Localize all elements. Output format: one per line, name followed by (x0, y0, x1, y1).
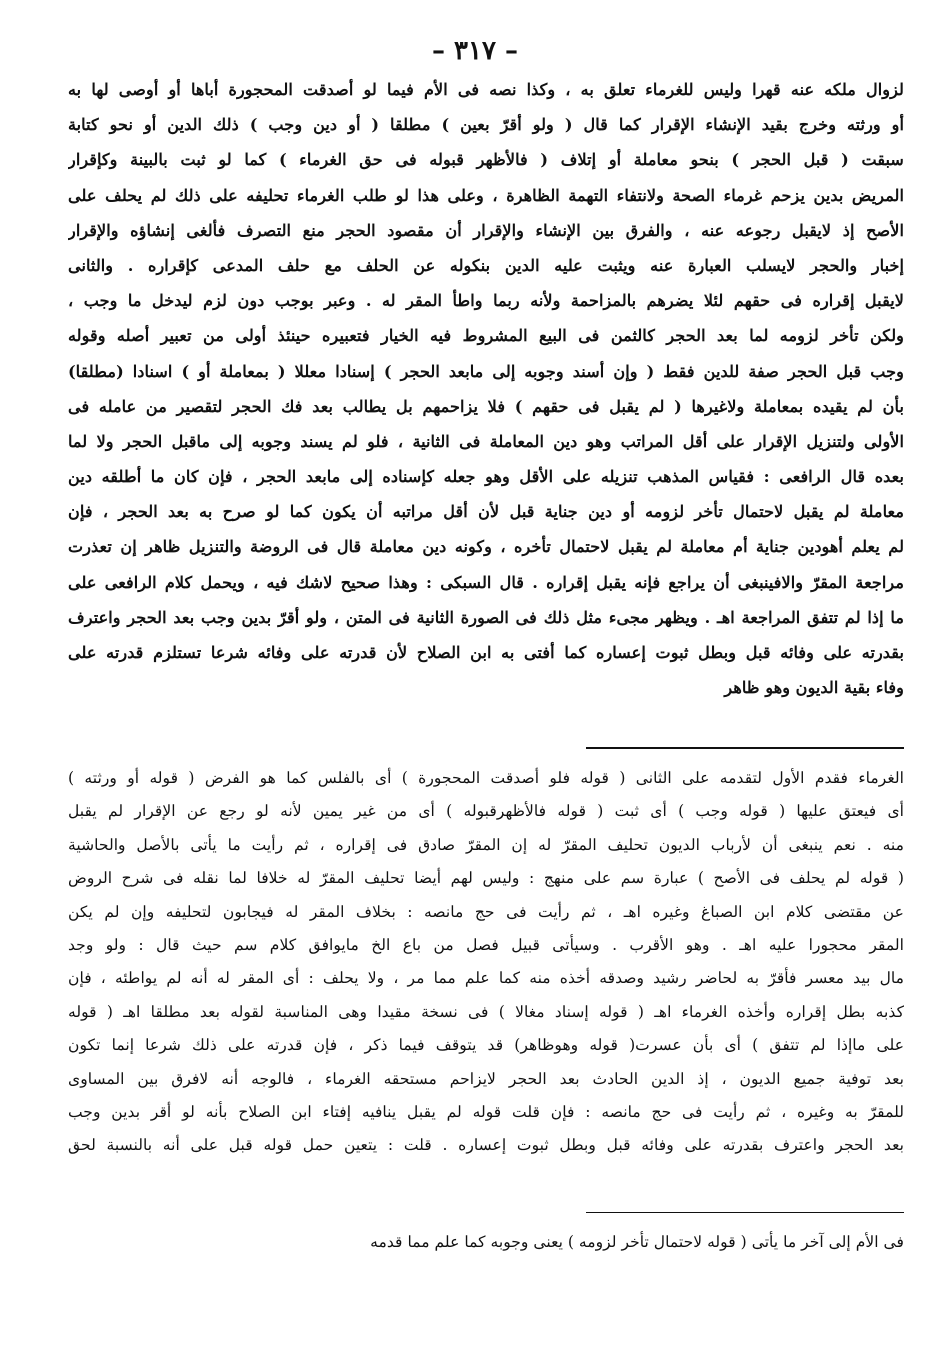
main-text-line: إخبار والحجر لايسلب العبارة عنه ويثبت عليه الدين بنكوله عن الحلف مع حلف المدعى كإقراره . والثانى (68, 255, 904, 275)
end-note-line: فى الأم إلى آخر ما يأتى ( قوله لاحتمال تأخر لزومه ) يعنى وجوبه كما علم مما قدمه (370, 1233, 904, 1251)
main-text-line: بأن لم يقيده بمعاملة ولاغيرها ( لم يقبل فى حقهم ) فلا يزاحمهم بل يطالب بعد فك الحجر لتقصير من عامله فى (68, 396, 904, 416)
main-text-line: وجب قبل الحجر صفة للدين فقط ( وإن أسند وجوبه إلى مابعد الحجر ) إسنادا معللا ( بمعاملة أو ) اسنادا (مطلقا) (68, 361, 904, 381)
main-text-line: بقدرته على وفائه قبل وبطل ثبوت إعساره كما أفتى به ابن الصلاح لأن قدرته على وفائه شرعا تستلزم قدرته على (68, 643, 904, 662)
footnote-line: بعد الحجر واعترف بقدرته على وفائه قبل وبطل ثبوت إعساره . قلت : يتعين حمل قوله قبل على أنه بالنسبة لحق (68, 1136, 904, 1155)
main-text-line: الأصح إذ لايقبل رجوعه عنه ، والفرق بين الإنشاء والإقرار أن مقصود الحجر منع التصرف فألغى إنشاؤه والإقرار (68, 220, 904, 240)
main-text-line: لم يعلم أهودين جناية أم معاملة لم يقبل لاحتمال تأخره ، وكونه دين معاملة قال فى الروضة والتنزيل ظاهر إن تعذرت (68, 537, 904, 557)
footnote-line: بعد توفية جميع الديون ، إذ الدين الحادث بعد الحجر لايزاحم مستحقه الغرماء ، فالوجه أنه لافرق بين المساوى (68, 1069, 904, 1088)
main-text-line: المريض بدين يزحم غرماء الصحة ولانتفاء التهمة الظاهرة ، وعلى هذا لو طلب الغرماء تحليفه على ذلك لم يحلف على (68, 185, 904, 205)
main-text-line: الأولى ولتنزيل الإقرار على أقل المراتب وهو دين المعاملة فى الثانية ، فلو لم يسند وجوبه إلى ماقبل الحجر ولا لما (68, 431, 904, 451)
page-number: – ٣١٧ – (431, 36, 519, 66)
footnote-line: على ماإذا لم تتفق ) أى بأن عسرت( قوله وهوظاهر) قد يتوقف فيما ذكر ، فإن قدرته على ذلك شرعا إنما تكون (68, 1036, 904, 1055)
footnote-divider (586, 747, 904, 749)
main-text-line: معاملة لم يقبل لاحتمال تأخر لزومه أو دين جناية قبل لأن أقل مراتبه أن يكون كما لو صرح به بعد الحجر ، فإن (68, 502, 904, 522)
main-text-line: لزوال ملكه عنه قهرا وليس للغرماء تعلق به ، وكذا نصه فى الأم فيما لو أصدقت المحجورة أباها أو أوصى لها به (68, 80, 904, 99)
footnote-line: الغرماء فقدم الأول لتقدمه على الثانى ( قوله فلو أصدقت المحجورة ) أى بالفلس كما هو الفرض ( قوله أو ورثته ) (68, 769, 904, 787)
main-text-line: ولكن تأخر لزومه لما بعد الحجر كالثمن فى البيع المشروط فيه الخيار فتعبيره حينئذ أولى من تعبير أصله وقوله (68, 326, 904, 346)
main-text-line: بعده قال الرافعى : فقياس المذهب تنزيله على الأقل وهو جعله كإسناده إلى مابعد الحجر ، فإن كان ما أطلقه دين (68, 467, 904, 487)
footnote-line: كذبه بطل إقراره وأخذه الغرماء اهـ ( قوله إسناد مغالا ) فى نسخة مقيدا وهى المناسبة لقوله بعد مطلقا اهـ ( قوله (68, 1002, 904, 1021)
main-text-line: وفاء بقية الديون وهو ظاهر (724, 678, 904, 698)
main-text (68, 72, 904, 705)
main-text-line: مراجعة المقرّ والافينبغى أن يراجع فإنه يقبل إقراره . قال السبكى : وهذا صحيح لاشك فيه ، ويحمل كلام الرافعى على (68, 572, 904, 592)
footnote-line: منه . نعم ينبغى أن لأرباب الديون تحليف المقرّ له إن المقرّ صادق فى إقراره ، ثم رأيت ما يأتى بالأصل والحاشية (68, 835, 904, 854)
main-text-line: لايقبل إقراره فى حقهم لئلا يضرهم بالمزاحمة ولأنه ربما واطأ المقر له . وعبر بوجب دون لزم ليدخل ما وجب ، (68, 291, 904, 311)
footnote-line: عن مقتضى كلام ابن الصباغ وغيره اهـ ، ثم رأيت فى حج مانصه : بخلاف المقر له فيجابون لتحليفه وإن لم يكن (68, 902, 904, 921)
footnote-line: المقر محجورا عليه اهـ . وهو الأقرب . وسيأتى قبيل فصل من باع الخ مايوافق كلام سم حيث قال : ولو وجد (68, 935, 904, 954)
main-text-line: أو ورثته وخرج بقيد الإنشاء الإقرار كما قال ( ولو أقرّ بعين ) مطلقا ( أو دين وجب ) ذلك الدين أو نحو كتابة (68, 115, 904, 135)
main-text-line: سبقت ( قبل الحجر ) بنحو معاملة أو إتلاف ( فالأظهر قبوله فى حق الغرماء ) كما لو ثبت بالبينة وكإقرار (68, 150, 904, 170)
footnote-line: ( قوله لم يحلف فى الأصح ) عبارة سم على منهج : وليس لهم أيضا تحليف المقرّ له خلافا لما نقله فى شرح الروض (68, 869, 904, 888)
footnote-line: أى فيعتق عليها ( قوله وجب ) أى ثبت ( قوله فالأظهرقبوله ) أى من غير يمين لأنه لو رجع عن الإقرار لم يقبل (68, 802, 904, 821)
end-note (68, 1226, 904, 1261)
footnote-line: مال بيد معسر فأقرّ به لحاضر رشيد وصدقه أخذه منه كما علم مما مر ، ولا يحلف : أى المقر له أنه لم يواطئه ، فإن (68, 969, 904, 988)
end-note-divider (586, 1212, 904, 1213)
main-text-line: ما إذا لم تتفق المراجعة اهـ . ويظهر مجىء مثل ذلك فى الصورة الثانية فى المتن ، ولو أقرّ بدين وجب بعد الحجر واعترف (68, 607, 904, 627)
footnote-line: للمقرّ به وغيره ، ثم رأيت فى حج مانصه : فإن قلت قوله لم يقبل ينافيه إفتاء ابن الصلاح بأنه لو أقر بدين وجب (68, 1102, 904, 1121)
footnote-text (68, 762, 904, 1163)
